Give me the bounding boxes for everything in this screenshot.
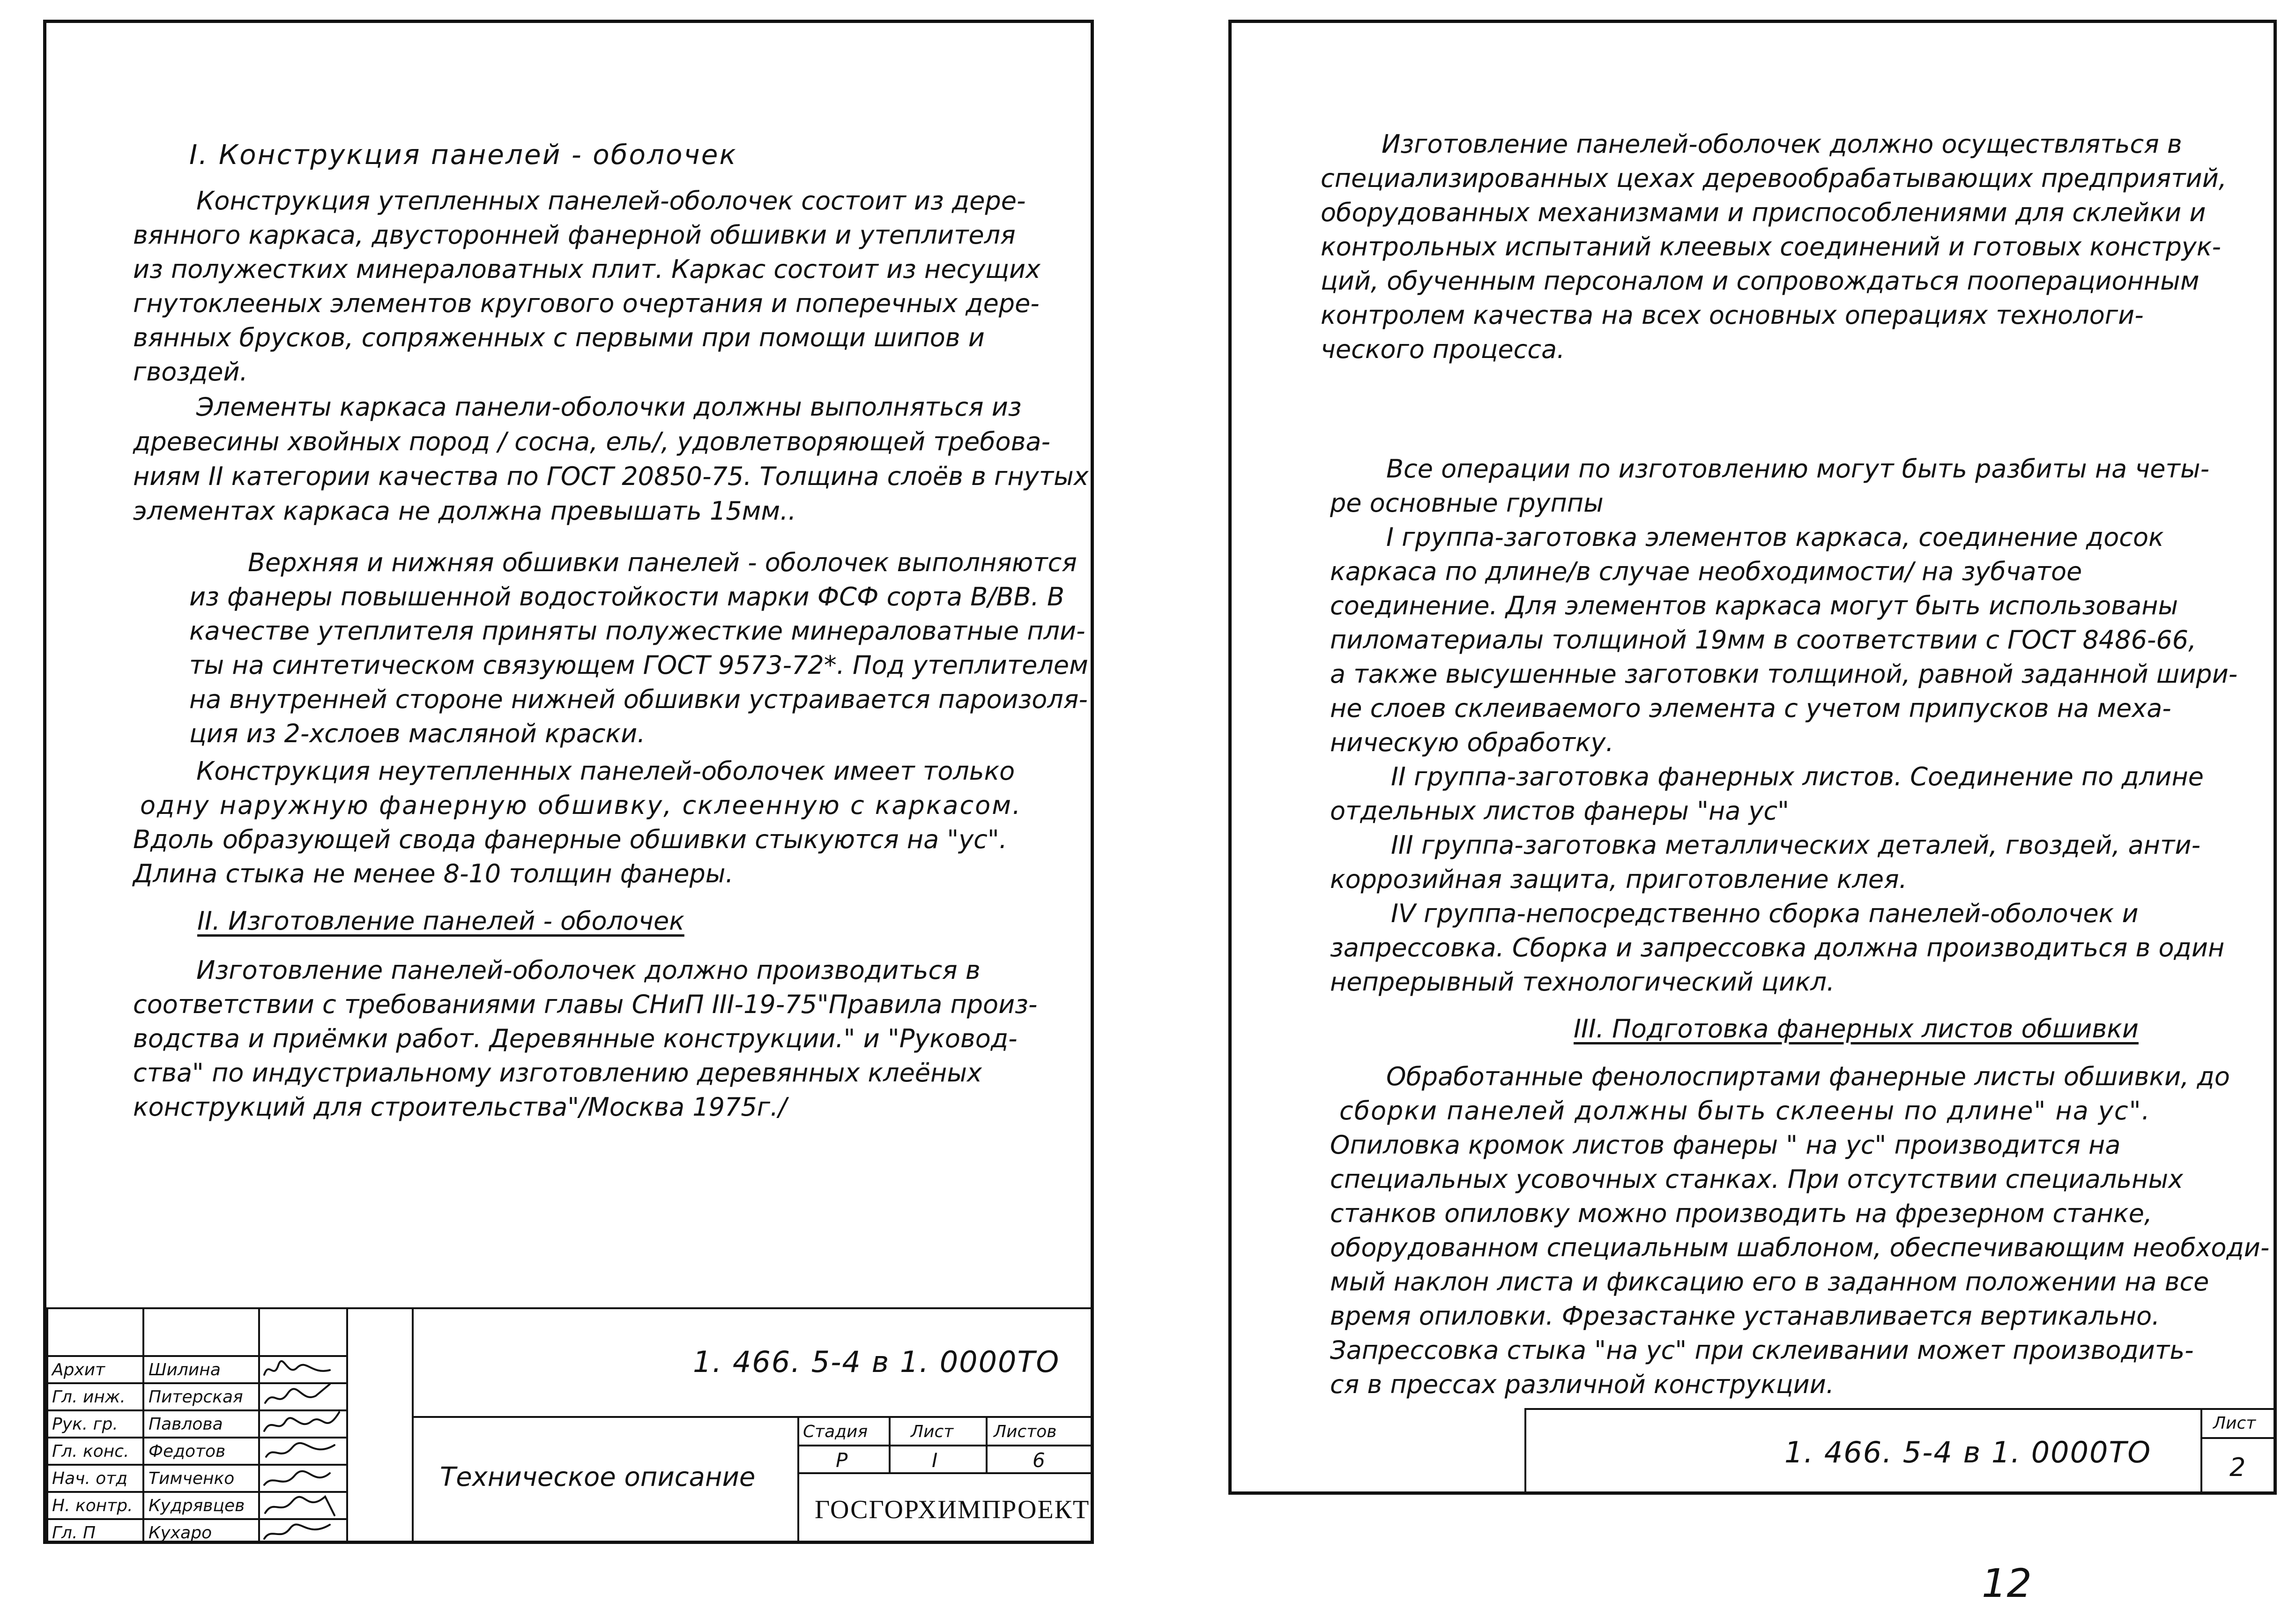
paragraph-line: вянных брусков, сопряженных с первыми при помощи шипов и — [133, 323, 985, 352]
paragraph-line: ты на синтетическом связующем ГОСТ 9573-72*. Под утеплителем — [189, 650, 1088, 680]
paragraph-line: время опиловки. Фрезастанке устанавливается вертикально. — [1330, 1301, 2160, 1331]
paragraph-line: отдельных листов фанеры "на ус" — [1330, 796, 1789, 826]
paragraph-line: гвоздей. — [133, 357, 248, 387]
paragraph-line: качестве утеплителя приняты полужесткие минераловатные пли- — [189, 616, 1085, 646]
paragraph-line: Длина стыка не менее 8-10 толщин фанеры. — [133, 859, 734, 888]
paragraph-line: Опиловка кромок листов фанеры " на ус" производится на — [1330, 1130, 2121, 1160]
paragraph-line: мый наклон листа и фиксацию его в заданном положении на все — [1330, 1267, 2209, 1297]
paragraph-line: Конструкция утепленных панелей-оболочек состоит из дере- — [196, 186, 1026, 216]
paragraph-line: сборки панелей должны быть склеены по длине" на ус". — [1339, 1096, 2151, 1126]
sign-name: Тимченко — [149, 1469, 235, 1488]
paragraph-line: непрерывный технологический цикл. — [1330, 967, 1835, 997]
paragraph-line: не слоев склеиваемого элемента с учетом припусков на меха- — [1330, 693, 2171, 723]
paragraph-line: Вдоль образующей свода фанерные обшивки стыкуются на "ус". — [133, 825, 1007, 854]
paragraph-line: ческого процесса. — [1321, 335, 1565, 364]
sign-role: Гл. инж. — [52, 1387, 126, 1407]
stage-value: Р — [836, 1449, 848, 1472]
sign-role: Н. контр. — [52, 1496, 133, 1515]
section-heading-1: I. Конструкция панелей - оболочек — [189, 139, 737, 171]
paragraph-line: а также высушенные заготовки толщиной, равной заданной шири- — [1330, 659, 2238, 689]
paragraph-line: соединение. Для элементов каркаса могут быть использованы — [1330, 591, 2178, 620]
paragraph-line: II группа-заготовка фанерных листов. Соединение по длине — [1391, 762, 2204, 791]
paragraph-line: из фанеры повышенной водостойкости марки ФСФ сорта В/ВВ. В — [189, 582, 1065, 611]
sign-name: Шилина — [149, 1360, 221, 1379]
paragraph-line: I группа-заготовка элементов каркаса, соединение досок — [1386, 522, 2164, 552]
drawing-code: 1. 466. 5-4 в 1. 0000ТО — [693, 1345, 1060, 1379]
paragraph-line: водства и приёмки работ. Деревянные конструкции." и "Руковод- — [133, 1024, 1018, 1053]
left-page — [43, 20, 1094, 1544]
right-page — [1228, 20, 2277, 1495]
sheets-value: 6 — [1033, 1449, 1045, 1472]
page-number: 12 — [1982, 1560, 2032, 1606]
paragraph-line: контролем качества на всех основных операциях технологи- — [1321, 300, 2144, 330]
sign-role: Гл. П — [52, 1523, 96, 1543]
title-block — [46, 1307, 1094, 1544]
sign-role: Рук. гр. — [52, 1415, 118, 1434]
paragraph-line: Изготовление панелей-оболочек должно осуществляться в — [1382, 129, 2182, 159]
paragraph-line: ция из 2-хслоев масляной краски. — [189, 719, 646, 748]
sheet-value: I — [932, 1449, 938, 1472]
paragraph-line: Элементы каркаса панели-оболочки должны выполняться из — [196, 392, 1022, 422]
sign-name: Кухаро — [149, 1523, 212, 1543]
paragraph-line: оборудованных механизмами и приспособлениями для склейки и — [1321, 198, 2206, 227]
paragraph-line: III группа-заготовка металлических деталей, гвоздей, анти- — [1391, 830, 2201, 860]
sheet-header: Лист — [911, 1422, 954, 1441]
right-body — [1232, 23, 2274, 1491]
sign-name: Кудрявцев — [149, 1496, 245, 1515]
paragraph-line: на внутренней стороне нижней обшивки устраивается пароизоля- — [189, 685, 1088, 714]
paragraph-line: запрессовка. Сборка и запрессовка должна производиться в один — [1330, 933, 2225, 962]
paragraph-line: ся в прессах различной конструкции. — [1330, 1370, 1834, 1399]
sign-name: Павлова — [149, 1415, 223, 1434]
paragraph-line: конструкций для строительства"/Москва 1975г./ — [133, 1092, 787, 1122]
sign-role: Нач. отд — [52, 1469, 128, 1488]
paragraph-line: Изготовление панелей-оболочек должно производиться в — [196, 955, 981, 985]
section-heading-2: II. Изготовление панелей - оболочек — [197, 906, 684, 936]
organization-name: ГОСГОРХИМПРОЕКТ — [815, 1495, 1090, 1524]
paragraph-line: Обработанные фенолоспиртами фанерные листы обшивки, до — [1386, 1062, 2230, 1091]
sheets-header: Листов — [994, 1422, 1057, 1441]
sheet-header: Лист — [2213, 1414, 2256, 1433]
sign-name: Федотов — [149, 1442, 226, 1461]
paragraph-line: из полужестких минераловатных плит. Каркас состоит из несущих — [133, 254, 1041, 284]
paragraph-line: контрольных испытаний клеевых соединений и готовых конструк- — [1321, 232, 2221, 261]
paragraph-line: Все операции по изготовлению могут быть разбиты на четы- — [1386, 454, 2210, 484]
paragraph-line: специализированных цехах деревообрабатывающих предприятий, — [1321, 164, 2227, 193]
sign-role: Гл. конс. — [52, 1442, 129, 1461]
section-heading-3: III. Подготовка фанерных листов обшивки — [1574, 1014, 2139, 1044]
paragraph-line: ства" по индустриальному изготовлению деревянных клеёных — [133, 1058, 982, 1088]
signature-icon — [260, 1356, 346, 1543]
paragraph-line: вянного каркаса, двусторонней фанерной обшивки и утеплителя — [133, 220, 1016, 250]
paragraph-line: Конструкция неутепленных панелей-оболочек имеет только — [196, 756, 1015, 786]
stage-header: Стадия — [803, 1422, 868, 1441]
paragraph-line: IV группа-непосредственно сборка панелей-оболочек и — [1391, 899, 2139, 928]
sign-role: Архит — [52, 1360, 105, 1379]
paragraph-line: специальных усовочных станках. При отсутствии специальных — [1330, 1164, 2184, 1194]
paragraph-line: ций, обученным персоналом и сопровождаться пооперационным — [1321, 266, 2199, 296]
paragraph-line: ниям II категории качества по ГОСТ 20850-75. Толщина слоёв в гнутых — [133, 462, 1089, 491]
paragraph-line: оборудованном специальным шаблоном, обеспечивающим необходи- — [1330, 1233, 2270, 1262]
paragraph-line: Запрессовка стыка "на ус" при склеивании может производить- — [1330, 1335, 2194, 1365]
paragraph-line: древесины хвойных пород / сосна, ель/, удовлетворяющей требова- — [133, 427, 1050, 456]
paragraph-line: элементах каркаса не должна превышать 15мм.. — [133, 496, 796, 526]
paragraph-line: соответствии с требованиями главы СНиП III-19-75"Правила произ- — [133, 990, 1038, 1019]
sheet-value: 2 — [2229, 1453, 2246, 1482]
sign-name: Питерская — [149, 1387, 243, 1407]
paragraph-line: коррозийная защита, приготовление клея. — [1330, 865, 1907, 894]
drawing-code: 1. 466. 5-4 в 1. 0000ТО — [1784, 1435, 2152, 1469]
paragraph-line: пиломатериалы толщиной 19мм в соответствии с ГОСТ 8486-66, — [1330, 625, 2197, 655]
paragraph-line: станков опиловку можно производить на фрезерном станке, — [1330, 1199, 2153, 1228]
paragraph-line: ническую обработку. — [1330, 728, 1614, 757]
paragraph-line: ре основные группы — [1330, 488, 1604, 518]
paragraph-line: Верхняя и нижняя обшивки панелей - оболочек выполняются — [248, 548, 1077, 577]
title-block-small — [1524, 1408, 2277, 1495]
paragraph-line: гнутоклееных элементов кругового очертания и поперечных дере- — [133, 289, 1040, 318]
paragraph-line: каркаса по длине/в случае необходимости/ на зубчатое — [1330, 557, 2082, 586]
document-title: Техническое описание — [440, 1462, 756, 1492]
paragraph-line: одну наружную фанерную обшивку, склеенную с каркасом. — [140, 790, 1022, 820]
